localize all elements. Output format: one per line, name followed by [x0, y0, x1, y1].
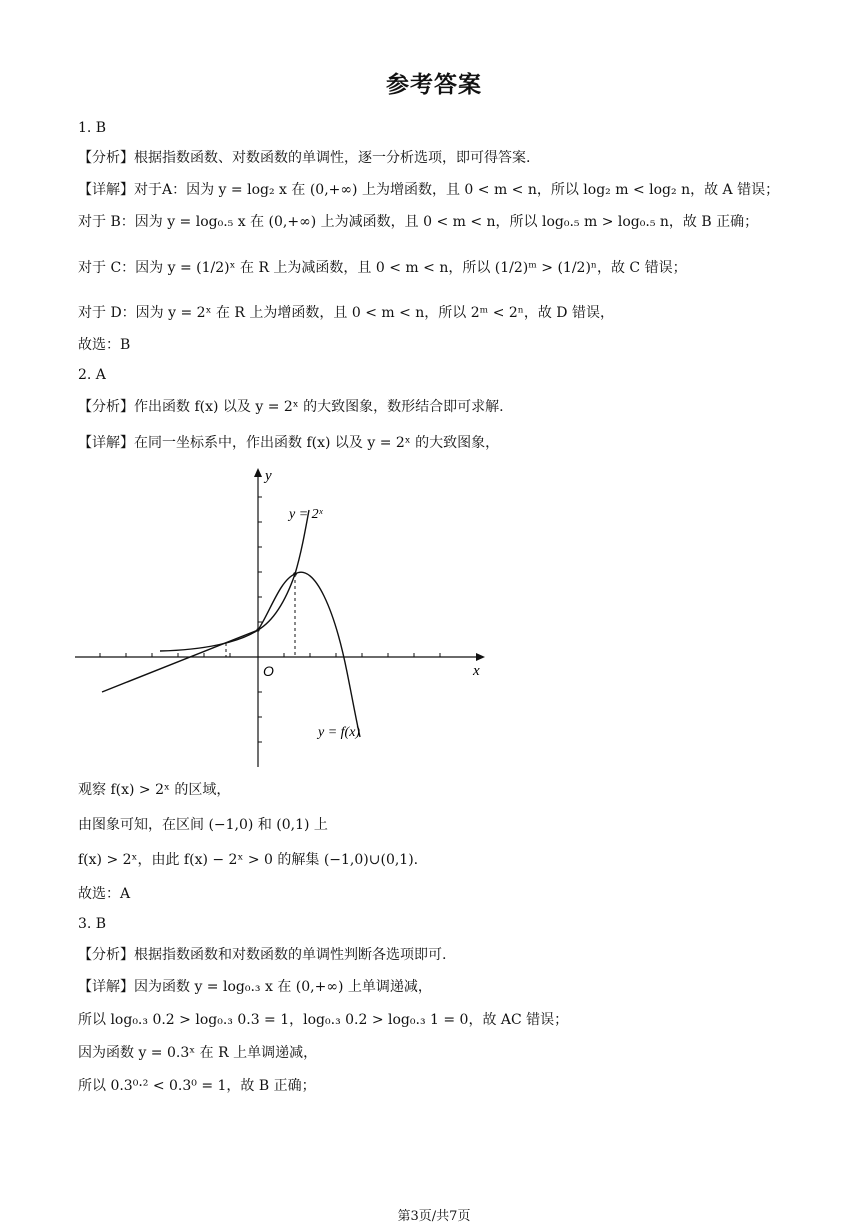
answer-2-observe: 观察 f(x) > 2ˣ 的区域， [78, 782, 231, 798]
answer-2-solution-set: f(x) > 2ˣ，由此 f(x) − 2ˣ > 0 的解集 (−1,0)∪(0,1). [78, 852, 419, 868]
exp-curve-label: y = 2ˣ [289, 507, 323, 522]
answer-1-header: 1. B [78, 120, 107, 136]
answer-1-detail-c: 对于 C：因为 y = (1/2)ˣ 在 R 上为减函数，且 0 < m < n，所以 (1/2)ᵐ > (1/2)ⁿ，故 C 错误； [78, 260, 687, 276]
x-axis-arrow-icon [476, 653, 485, 661]
answer-3-detail-1: 【详解】因为函数 y = log₀.₃ x 在 (0,+∞) 上单调递减， [78, 979, 432, 995]
answer-2-choice: 故选：A [78, 886, 131, 902]
f-curve-label: y = f(x) [318, 725, 361, 740]
function-graph [75, 462, 505, 772]
answer-3-detail-4: 所以 0.3⁰·² < 0.3⁰ = 1，故 B 正确； [78, 1078, 316, 1094]
answer-2-analysis: 【分析】作出函数 f(x) 以及 y = 2ˣ 的大致图象，数形结合即可求解. [78, 399, 504, 415]
answer-1-detail-b: 对于 B：因为 y = log₀.₅ x 在 (0,+∞) 上为减函数，且 0 < m < n，所以 log₀.₅ m > log₀.₅ n，故 B 正确； [78, 214, 759, 230]
y-axis-arrow-icon [254, 468, 262, 477]
page-number: 第3页/共7页 [397, 1209, 471, 1224]
answer-2-header: 2. A [78, 367, 106, 383]
page-title: 参考答案 [386, 72, 482, 98]
answer-3-detail-3: 因为函数 y = 0.3ˣ 在 R 上单调递减， [78, 1045, 318, 1061]
answer-3-analysis: 【分析】根据指数函数和对数函数的单调性判断各选项即可. [78, 947, 447, 963]
x-axis-label: x [473, 663, 480, 679]
intersection-point [293, 572, 297, 576]
answer-1-analysis: 【分析】根据指数函数、对数函数的单调性，逐一分析选项，即可得答案. [78, 150, 531, 166]
answer-1-choice: 故选：B [78, 337, 131, 353]
answer-2-detail: 【详解】在同一坐标系中，作出函数 f(x) 以及 y = 2ˣ 的大致图象， [78, 435, 500, 451]
answer-3-header: 3. B [78, 916, 107, 932]
y-intercept-point [256, 628, 259, 631]
origin-label: O [263, 663, 274, 679]
answer-1-detail-a: 【详解】对于A：因为 y = log₂ x 在 (0,+∞) 上为增函数，且 0 < m < n，所以 log₂ m < log₂ n，故 A 错误； [78, 182, 780, 198]
y-axis-label: y [265, 468, 272, 484]
y-axis-ticks [258, 497, 262, 742]
answer-2-interval: 由图象可知，在区间 (−1,0) 和 (0,1) 上 [78, 817, 328, 833]
answer-1-detail-d: 对于 D：因为 y = 2ˣ 在 R 上为增函数，且 0 < m < n，所以 2ᵐ < 2ⁿ，故 D 错误， [78, 305, 614, 321]
f-curve [102, 572, 360, 737]
answer-3-detail-2: 所以 log₀.₃ 0.2 > log₀.₃ 0.3 = 1，log₀.₃ 0.2 > log₀.₃ 1 = 0，故 AC 错误； [78, 1012, 569, 1028]
